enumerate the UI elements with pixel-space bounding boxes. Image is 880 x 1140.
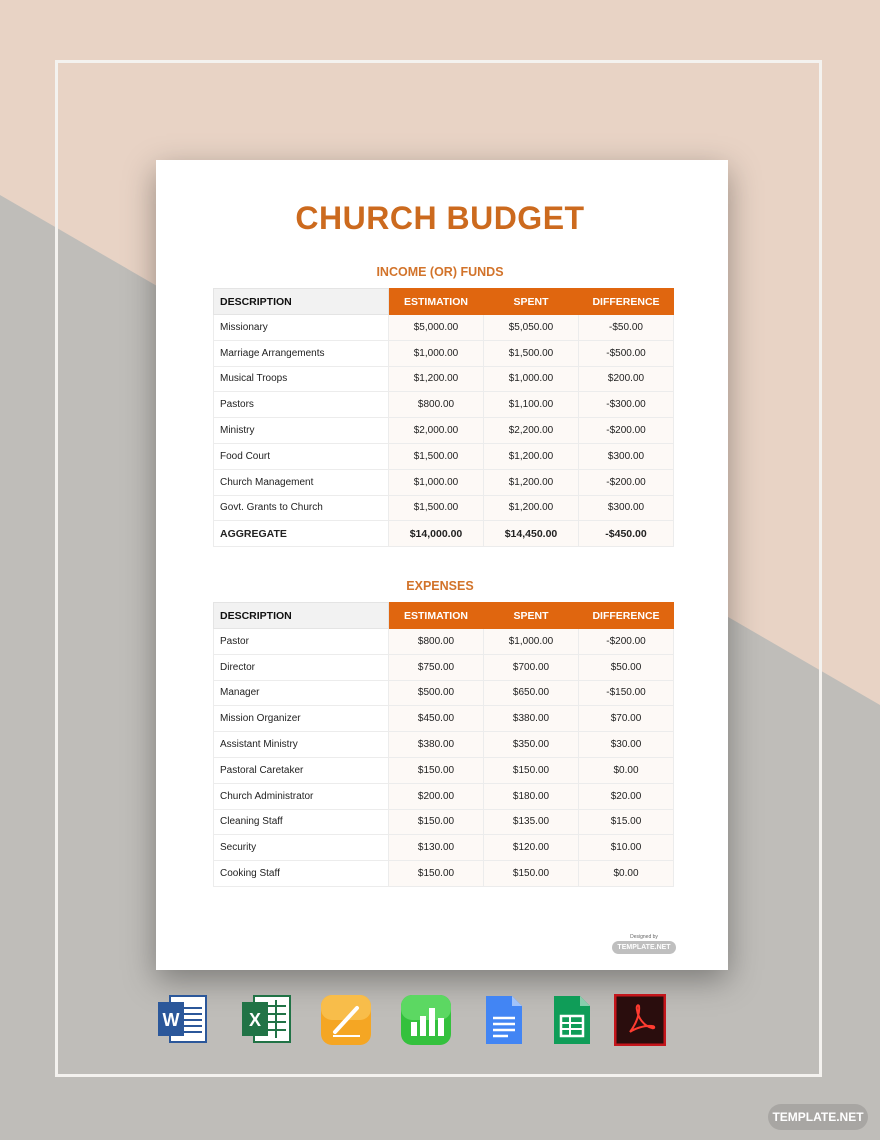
spent-cell: $1,500.00 — [484, 340, 579, 366]
income-section-title: INCOME (OR) FUNDS — [376, 265, 504, 279]
spent-cell: $1,100.00 — [484, 392, 579, 418]
column-header: DIFFERENCE — [579, 289, 674, 315]
row-description: Security — [214, 835, 389, 861]
income-header-row — [214, 289, 674, 315]
row-description: Pastoral Caretaker — [214, 757, 389, 783]
column-header: SPENT — [484, 603, 579, 629]
table-row — [214, 495, 674, 521]
difference-cell: $15.00 — [579, 809, 674, 835]
brand-badge: TEMPLATE.NET — [612, 941, 676, 954]
expenses-header-row — [214, 603, 674, 629]
spent-cell: $5,050.00 — [484, 315, 579, 341]
difference-cell: $0.00 — [579, 861, 674, 887]
row-description: Mission Organizer — [214, 706, 389, 732]
column-header: DIFFERENCE — [579, 603, 674, 629]
column-header: ESTIMATION — [389, 289, 484, 315]
table-row — [214, 654, 674, 680]
aggregate-row — [214, 521, 674, 547]
numbers-icon[interactable] — [400, 994, 452, 1046]
estimation-cell: $130.00 — [389, 835, 484, 861]
acrobat-icon[interactable] — [614, 994, 666, 1046]
expenses-section-title: EXPENSES — [406, 579, 474, 593]
table-row — [214, 443, 674, 469]
table-row — [214, 629, 674, 655]
row-description: Pastor — [214, 629, 389, 655]
table-row — [214, 809, 674, 835]
estimation-cell: $14,000.00 — [389, 521, 484, 547]
column-header: SPENT — [484, 289, 579, 315]
difference-cell: $50.00 — [579, 654, 674, 680]
estimation-cell: $2,000.00 — [389, 418, 484, 444]
spent-cell: $1,000.00 — [484, 366, 579, 392]
svg-text:W: W — [162, 1010, 180, 1030]
difference-cell: $30.00 — [579, 732, 674, 758]
estimation-cell: $500.00 — [389, 680, 484, 706]
table-row — [214, 757, 674, 783]
table-row — [214, 366, 674, 392]
difference-cell: -$200.00 — [579, 418, 674, 444]
spent-cell: $700.00 — [484, 654, 579, 680]
row-description: Church Administrator — [214, 783, 389, 809]
row-description: Cooking Staff — [214, 861, 389, 887]
estimation-cell: $5,000.00 — [389, 315, 484, 341]
estimation-cell: $150.00 — [389, 757, 484, 783]
difference-cell: -$50.00 — [579, 315, 674, 341]
row-description: Cleaning Staff — [214, 809, 389, 835]
row-description: Musical Troops — [214, 366, 389, 392]
column-header: ESTIMATION — [389, 603, 484, 629]
document-title: CHURCH BUDGET — [295, 200, 585, 236]
estimation-cell: $1,500.00 — [389, 443, 484, 469]
estimation-cell: $800.00 — [389, 392, 484, 418]
google-docs-icon[interactable] — [478, 994, 530, 1046]
estimation-cell: $450.00 — [389, 706, 484, 732]
svg-text:X: X — [248, 1010, 262, 1030]
spent-cell: $120.00 — [484, 835, 579, 861]
column-header: DESCRIPTION — [214, 289, 389, 315]
spent-cell: $14,450.00 — [484, 521, 579, 547]
difference-cell: -$150.00 — [579, 680, 674, 706]
row-description: Church Management — [214, 469, 389, 495]
pages-icon[interactable] — [320, 994, 372, 1046]
difference-cell: $300.00 — [579, 443, 674, 469]
difference-cell: $200.00 — [579, 366, 674, 392]
expenses-table — [213, 602, 674, 887]
estimation-cell: $380.00 — [389, 732, 484, 758]
row-description: Ministry — [214, 418, 389, 444]
row-description: Food Court — [214, 443, 389, 469]
row-description: Govt. Grants to Church — [214, 495, 389, 521]
table-row — [214, 315, 674, 341]
estimation-cell: $1,200.00 — [389, 366, 484, 392]
estimation-cell: $150.00 — [389, 809, 484, 835]
estimation-cell: $800.00 — [389, 629, 484, 655]
estimation-cell: $200.00 — [389, 783, 484, 809]
difference-cell: $70.00 — [579, 706, 674, 732]
table-row — [214, 469, 674, 495]
difference-cell: $20.00 — [579, 783, 674, 809]
spent-cell: $350.00 — [484, 732, 579, 758]
excel-icon[interactable] — [240, 994, 292, 1046]
difference-cell: $0.00 — [579, 757, 674, 783]
difference-cell: -$200.00 — [579, 629, 674, 655]
spent-cell: $2,200.00 — [484, 418, 579, 444]
row-description: Assistant Ministry — [214, 732, 389, 758]
spent-cell: $380.00 — [484, 706, 579, 732]
spent-cell: $1,000.00 — [484, 629, 579, 655]
estimation-cell: $750.00 — [389, 654, 484, 680]
row-description: AGGREGATE — [214, 521, 389, 547]
row-description: Pastors — [214, 392, 389, 418]
template-net-badge[interactable]: TEMPLATE.NET — [768, 1104, 868, 1130]
row-description: Marriage Arrangements — [214, 340, 389, 366]
word-icon[interactable] — [156, 994, 208, 1046]
estimation-cell: $1,500.00 — [389, 495, 484, 521]
difference-cell: -$500.00 — [579, 340, 674, 366]
column-header: DESCRIPTION — [214, 603, 389, 629]
designed-by-label: Designed by — [630, 934, 658, 940]
income-table — [213, 288, 674, 547]
table-row — [214, 418, 674, 444]
row-description: Manager — [214, 680, 389, 706]
spent-cell: $135.00 — [484, 809, 579, 835]
estimation-cell: $150.00 — [389, 861, 484, 887]
estimation-cell: $1,000.00 — [389, 340, 484, 366]
table-row — [214, 340, 674, 366]
row-description: Missionary — [214, 315, 389, 341]
estimation-cell: $1,000.00 — [389, 469, 484, 495]
google-sheets-icon[interactable] — [546, 994, 598, 1046]
app-icon-bar — [0, 994, 880, 1050]
spent-cell: $650.00 — [484, 680, 579, 706]
spent-cell: $150.00 — [484, 861, 579, 887]
spent-cell: $1,200.00 — [484, 495, 579, 521]
difference-cell: $10.00 — [579, 835, 674, 861]
row-description: Director — [214, 654, 389, 680]
difference-cell: $300.00 — [579, 495, 674, 521]
table-row — [214, 392, 674, 418]
table-row — [214, 835, 674, 861]
table-row — [214, 732, 674, 758]
spent-cell: $180.00 — [484, 783, 579, 809]
spent-cell: $1,200.00 — [484, 443, 579, 469]
table-row — [214, 861, 674, 887]
spent-cell: $150.00 — [484, 757, 579, 783]
table-row — [214, 783, 674, 809]
difference-cell: -$300.00 — [579, 392, 674, 418]
spent-cell: $1,200.00 — [484, 469, 579, 495]
difference-cell: -$200.00 — [579, 469, 674, 495]
difference-cell: -$450.00 — [579, 521, 674, 547]
table-row — [214, 706, 674, 732]
table-row — [214, 680, 674, 706]
